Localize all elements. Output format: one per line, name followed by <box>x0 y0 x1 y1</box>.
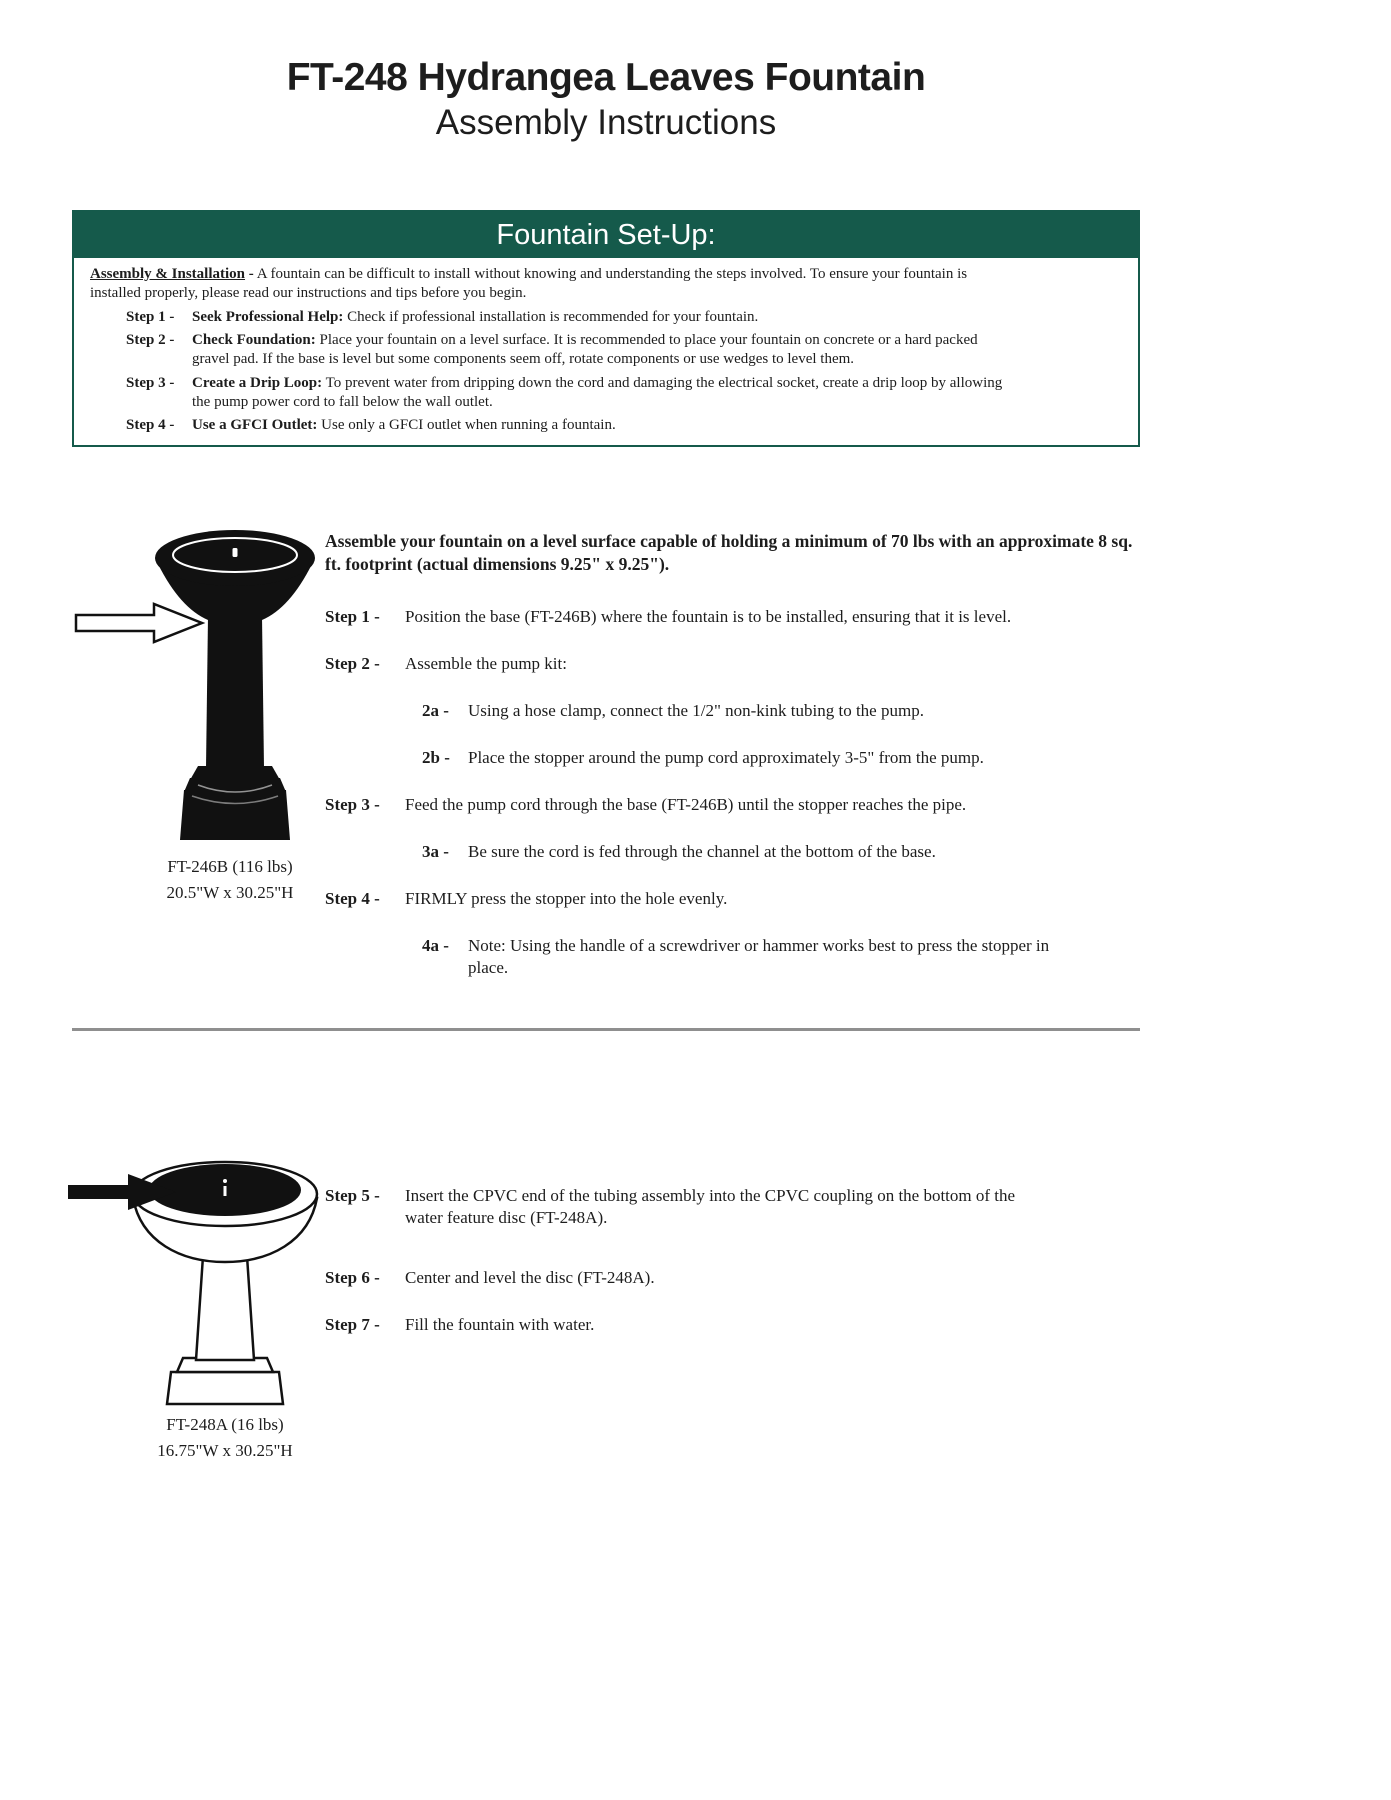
assembly-instructions-section-1 <box>325 530 1160 1004</box>
assembly-intro <box>325 530 1135 576</box>
step-label: Step 7 - <box>325 1315 380 1335</box>
step-text-line: Feed the pump cord through the base (FT-246B) until the stopper reaches the pipe. <box>405 794 967 814</box>
figure-dimensions-label: 20.5"W x 30.25"H <box>166 883 294 903</box>
step-label: 2b - <box>422 747 450 767</box>
step-text <box>468 841 936 863</box>
step-text <box>405 1185 1015 1229</box>
page-subtitle: Assembly Instructions <box>435 103 777 142</box>
step-keyphrase: Seek Professional Help: <box>192 308 344 325</box>
step-label: 4a - <box>422 936 449 956</box>
step-text-line: Assemble the pump kit: <box>405 653 567 673</box>
step-text-line: Use only a GFCI outlet when running a fountain. <box>321 417 616 434</box>
step-text-line: Using a hose clamp, connect the 1/2" non-kink tubing to the pump. <box>468 700 924 720</box>
step-text <box>468 700 924 722</box>
step-text-line: Place the stopper around the pump cord approximately 3-5" from the pump. <box>468 747 984 767</box>
step-text-line: Place your fountain on a level surface. It is recommended to place your fountain on concrete or a hard packed <box>319 332 978 349</box>
setup-step-3 <box>126 374 1122 412</box>
step-2b-row <box>422 747 1160 769</box>
step-text-line: Check if professional installation is recommended for your fountain. <box>347 308 759 325</box>
step-text <box>405 653 567 675</box>
step-text-line2: gravel pad. If the base is level but some components seem off, rotate components or use wedges to level them. <box>192 351 855 367</box>
figure-dimensions-label: 16.75"W x 30.25"H <box>157 1441 293 1461</box>
assembly-intro-line1: Assemble your fountain on a level surface capable of holding a minimum of 70 lbs with an <box>325 531 995 551</box>
step-text <box>405 606 1011 628</box>
setup-box-body <box>74 258 1138 445</box>
setup-intro-label: Assembly & Installation <box>90 266 246 282</box>
step-text <box>405 1267 655 1289</box>
figure-model-label: FT-248A (16 lbs) <box>166 1415 284 1434</box>
setup-intro-text-line2: installed properly, please read our instructions and tips before you begin. <box>90 284 527 301</box>
setup-step-1 <box>126 308 1122 327</box>
step-text <box>405 1314 594 1336</box>
step-text-line: Fill the fountain with water. <box>405 1315 595 1335</box>
assembly-instructions-section-2 <box>325 1185 1160 1361</box>
step-1-row <box>325 606 1160 628</box>
step-text <box>405 794 966 816</box>
title-block <box>72 56 1140 143</box>
step-text <box>468 935 1049 979</box>
setup-intro-text: A fountain can be difficult to install without knowing and understanding the steps involved. To ensure your fountain is <box>256 266 968 282</box>
figure-model-label: FT-246B (116 lbs) <box>167 857 293 876</box>
step-2a-row <box>422 700 1160 722</box>
step-keyphrase: Create a Drip Loop: <box>192 374 323 391</box>
step-3-row <box>325 794 1160 816</box>
setup-step-2 <box>126 331 1122 369</box>
section-divider <box>72 1028 1140 1031</box>
step-text-line2: place. <box>468 958 509 978</box>
setup-box <box>72 210 1140 447</box>
step-text-line2: the pump power cord to fall below the wall outlet. <box>192 393 493 410</box>
step-4-row <box>325 888 1160 910</box>
step-keyphrase: Check Foundation: <box>192 332 316 349</box>
step-text-line: Position the base (FT-246B) where the fountain is to be installed, ensuring that it is level. <box>405 606 1012 626</box>
step-4a-row <box>422 935 1160 979</box>
step-text-line: Be sure the cord is fed through the channel at the bottom of the base. <box>468 841 936 861</box>
step-label: Step 4 - <box>325 889 380 909</box>
figure-caption <box>105 1412 345 1465</box>
step-text-line: Center and level the disc (FT-248A). <box>405 1268 655 1288</box>
figure-caption <box>110 854 350 907</box>
step-label: Step 2 - <box>325 653 380 673</box>
step-label: 2a - <box>422 700 449 720</box>
step-7-row <box>325 1314 1160 1336</box>
step-label: Step 3 - <box>325 794 380 814</box>
step-2-row <box>325 653 1160 675</box>
setup-box-header: Fountain Set-Up: <box>74 212 1138 258</box>
step-keyphrase: Use a GFCI Outlet: <box>192 417 318 434</box>
step-label: Step 4 - <box>126 417 175 434</box>
step-text-line2: water feature disc (FT-248A). <box>405 1208 608 1228</box>
setup-step-4 <box>126 416 1122 435</box>
step-label: Step 3 - <box>126 374 175 391</box>
step-text <box>192 331 978 369</box>
outline-right-arrow-icon <box>74 601 206 645</box>
step-5-row <box>325 1185 1160 1229</box>
step-label: Step 6 - <box>325 1268 380 1288</box>
step-text-line: Note: Using the handle of a screwdriver or hammer works best to press the stopper in <box>468 936 1050 956</box>
step-6-row <box>325 1267 1160 1289</box>
step-3a-row <box>422 841 1160 863</box>
step-label: Step 1 - <box>126 308 175 325</box>
step-label: Step 2 - <box>126 332 175 349</box>
step-text <box>405 888 727 910</box>
step-text <box>468 747 984 769</box>
step-text-line: To prevent water from dripping down the cord and damaging the electrical socket, create a drip loop by allowing <box>325 374 1003 391</box>
step-text <box>192 416 616 435</box>
setup-intro <box>90 265 1122 303</box>
step-text-line: Insert the CPVC end of the tubing assembly into the CPVC coupling on the bottom of the <box>405 1186 1016 1205</box>
step-text <box>192 374 1002 412</box>
solid-right-arrow-icon <box>68 1172 180 1212</box>
step-label: 3a - <box>422 841 449 861</box>
step-label: Step 1 - <box>325 606 380 626</box>
step-label: Step 5 - <box>325 1186 380 1205</box>
assembly-intro-line2: approximate 8 sq. ft. footprint (actual dimensions 9.25" x 9.25"). <box>325 531 1133 574</box>
fountain-base-figure <box>150 528 320 848</box>
page-title: FT-248 Hydrangea Leaves Fountain <box>286 56 926 99</box>
setup-intro-separator: - <box>248 266 254 282</box>
step-text-line: FIRMLY press the stopper into the hole evenly. <box>405 889 728 909</box>
step-text <box>192 308 758 327</box>
